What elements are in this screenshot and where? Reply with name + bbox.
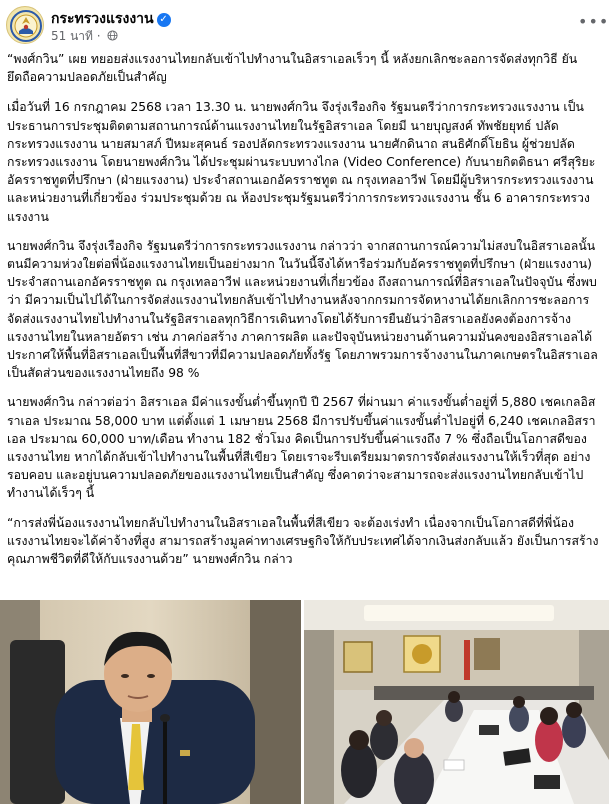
ministry-seal-logo (7, 7, 44, 44)
photo-minister-portrait[interactable] (0, 600, 301, 804)
post-photos (0, 600, 609, 804)
meeting-room-image (304, 600, 609, 804)
more-options-button[interactable] (578, 12, 609, 31)
more-options-icon: ••• (578, 12, 609, 31)
post-paragraph-4: “การส่งพี่น้องแรงงานไทยกลับไปทำงานในอิสราเอลในพื้นที่สีเขียว จะต้องเร่งทำ เนื่องจากเป็นโอกาสดีที่พี่น้องแรงงานไทยจะได้ค่าจ้างที่สูง สามารถสร้างมูลค่าทางเศรษฐกิจให้กับประเทศได้จากเงินส่งกลับแล้ว ยังเป็นการสร้างคุณภาพชีวิตที่ดีให้กับแรงงานด้วย” นายพงศ์กวิน กล่าว (7, 515, 599, 567)
post-paragraph-3: นายพงศ์กวิน กล่าวต่อว่า อิสราเอล มีค่าแรงขั้นต่ำขึ้นทุกปี ปี 2567 ที่ผ่านมา ค่าแรงขั้นต่ำอยู่ที่ 5,880 เชคเกลอิสราเอล ประมาณ 58,000 บาท แต่ตั้งแต่ 1 เมษายน 2568 มีการปรับขึ้นค่าแรงขั้นต่ำไปอยู่ที่ 6,240 เชคเกลอิสราเอล ประมาณ 60,000 บาท/เดือน ทำงาน 182 ชั่วโมง คิดเป็นการปรับขึ้นค่าแรงถึง 7 % ซึ่งถือเป็นโอกาสดีของแรงงานไทย หากได้กลับเข้าไปทำงานในพื้นที่สีเขียว โดยเราจะรีบเตรียมมาตรการจัดส่งแรงงานให้เร็วที่สุด อย่างรอบคอบ และอยู่บนความปลอดภัยของแรงงานไทยเป็นสำคัญ ซึ่งคาดว่าจะสามารถจะส่งแรงงานไทยกลับเข้าไปทำงานได้เร็วๆ นี้ (7, 395, 596, 501)
globe-icon (107, 30, 118, 41)
post-paragraph-2: นายพงศ์กวิน จึงรุ่งเรืองกิจ รัฐมนตรีว่าการกระทรวงแรงงาน กล่าวว่า จากสถานการณ์ความไม่สงบในอิสราเอลนั้น ตนมีความห่วงใยต่อพี่น้องแรงงานไทยเป็นอย่างมาก ในวันนี้จึงได้หารือร่วมกับอัครราชทูตที่ปรึกษา (ฝ่ายแรงงาน) ประจำสถานเอกอัครราชทูต ณ กรุงเทลอาวีฟ และหน่วยงานที่เกี่ยวข้อง ถึงสถานการณ์ที่อิสราเอลในปัจจุบัน ซึ่งพบว่า มีความเป็นไปได้ในการจัดส่งแรงงานไทยกลับเข้าไปทำงานหลังจากกรมการจัดหางานได้ยกเลิกการชะลอการจัดส่งแรงงานไทยไปทำงานในรัฐอิสราเอลทุกวิธีการเดินทางโดยได้รับการยืนยันว่าอิสราเอลยังคงต้องการจ้างแรงงานไทยในหลายอัตรา เช่น ภาคก่อสร้าง ภาคการผลิต และปัจจุบันหน่วยงานด้านความมั่นคงของอิสราเอลได้ประกาศให้พื้นที่อิสราเอลเป็นพื้นที่สีขาวที่มีความปลอดภัยทั้งรัฐ โดยภาพรวมการจ้างงานในภาคเกษตรในอิสราเอล เป็นสัดส่วนของแรงงานไทยถึง 98 % (7, 238, 598, 381)
post-body (7, 50, 603, 579)
verified-badge-icon: ✓ (157, 13, 171, 27)
meta-separator: · (96, 29, 101, 43)
minister-portrait-image (0, 600, 301, 804)
photo-meeting-room[interactable] (304, 600, 609, 804)
post-headline: “พงศ์กวิน” เผย ทยอยส่งแรงงานไทยกลับเข้าไปทำงานในอิสราเอลเร็วๆ นี้ หลังยกเลิกชะลอการจัดส่งทุกวิธี ยัน ยึดถือความปลอดภัยเป็นสำคัญ (7, 52, 578, 85)
page-name[interactable]: กระทรวงแรงงาน (51, 11, 154, 27)
post-paragraph-1: เมื่อวันที่ 16 กรกฎาคม 2568 เวลา 13.30 น. นายพงศ์กวิน จึงรุ่งเรืองกิจ รัฐมนตรีว่าการกระทรวงแรงงาน เป็นประธานการประชุมติดตามสถานการณ์ด้านแรงงานไทยในรัฐอิสราเอล โดยมี นายบุญสงค์ ทัพชัยยุทธ์ ปลัดกระทรวงแรงงาน นายสมาสภ์ ปีหมะสุคนธ์ รองปลัดกระทรวงแรงงาน นายศักดินาถ สนธิศักดิ์โยธิน ผู้ช่วยปลัดกระทรวงแรงงาน โดยนายพงศ์กวิน ได้ประชุมผ่านระบบทางไกล (Video Conference) กับนายกิตติธนา ศรีสุริยะ อัครราชทูตที่ปรึกษา (ฝ่ายแรงงาน) ประจำสถานเอกอัครราชทูต ณ กรุงเทลอาวีฟ โดยมีผู้บริหารกระทรวงแรงงาน และหน่วยงานที่เกี่ยวข้อง ร่วมประชุมด้วย ณ ห้องประชุมรัฐมนตรีว่าการกระทรวงแรงงาน ชั้น 6 อาคารกระทรวงแรงงาน (7, 100, 596, 224)
post-header (0, 0, 609, 50)
page-avatar[interactable] (6, 6, 44, 44)
post-time[interactable]: 51 นาที (51, 29, 93, 43)
post-meta (51, 27, 118, 46)
